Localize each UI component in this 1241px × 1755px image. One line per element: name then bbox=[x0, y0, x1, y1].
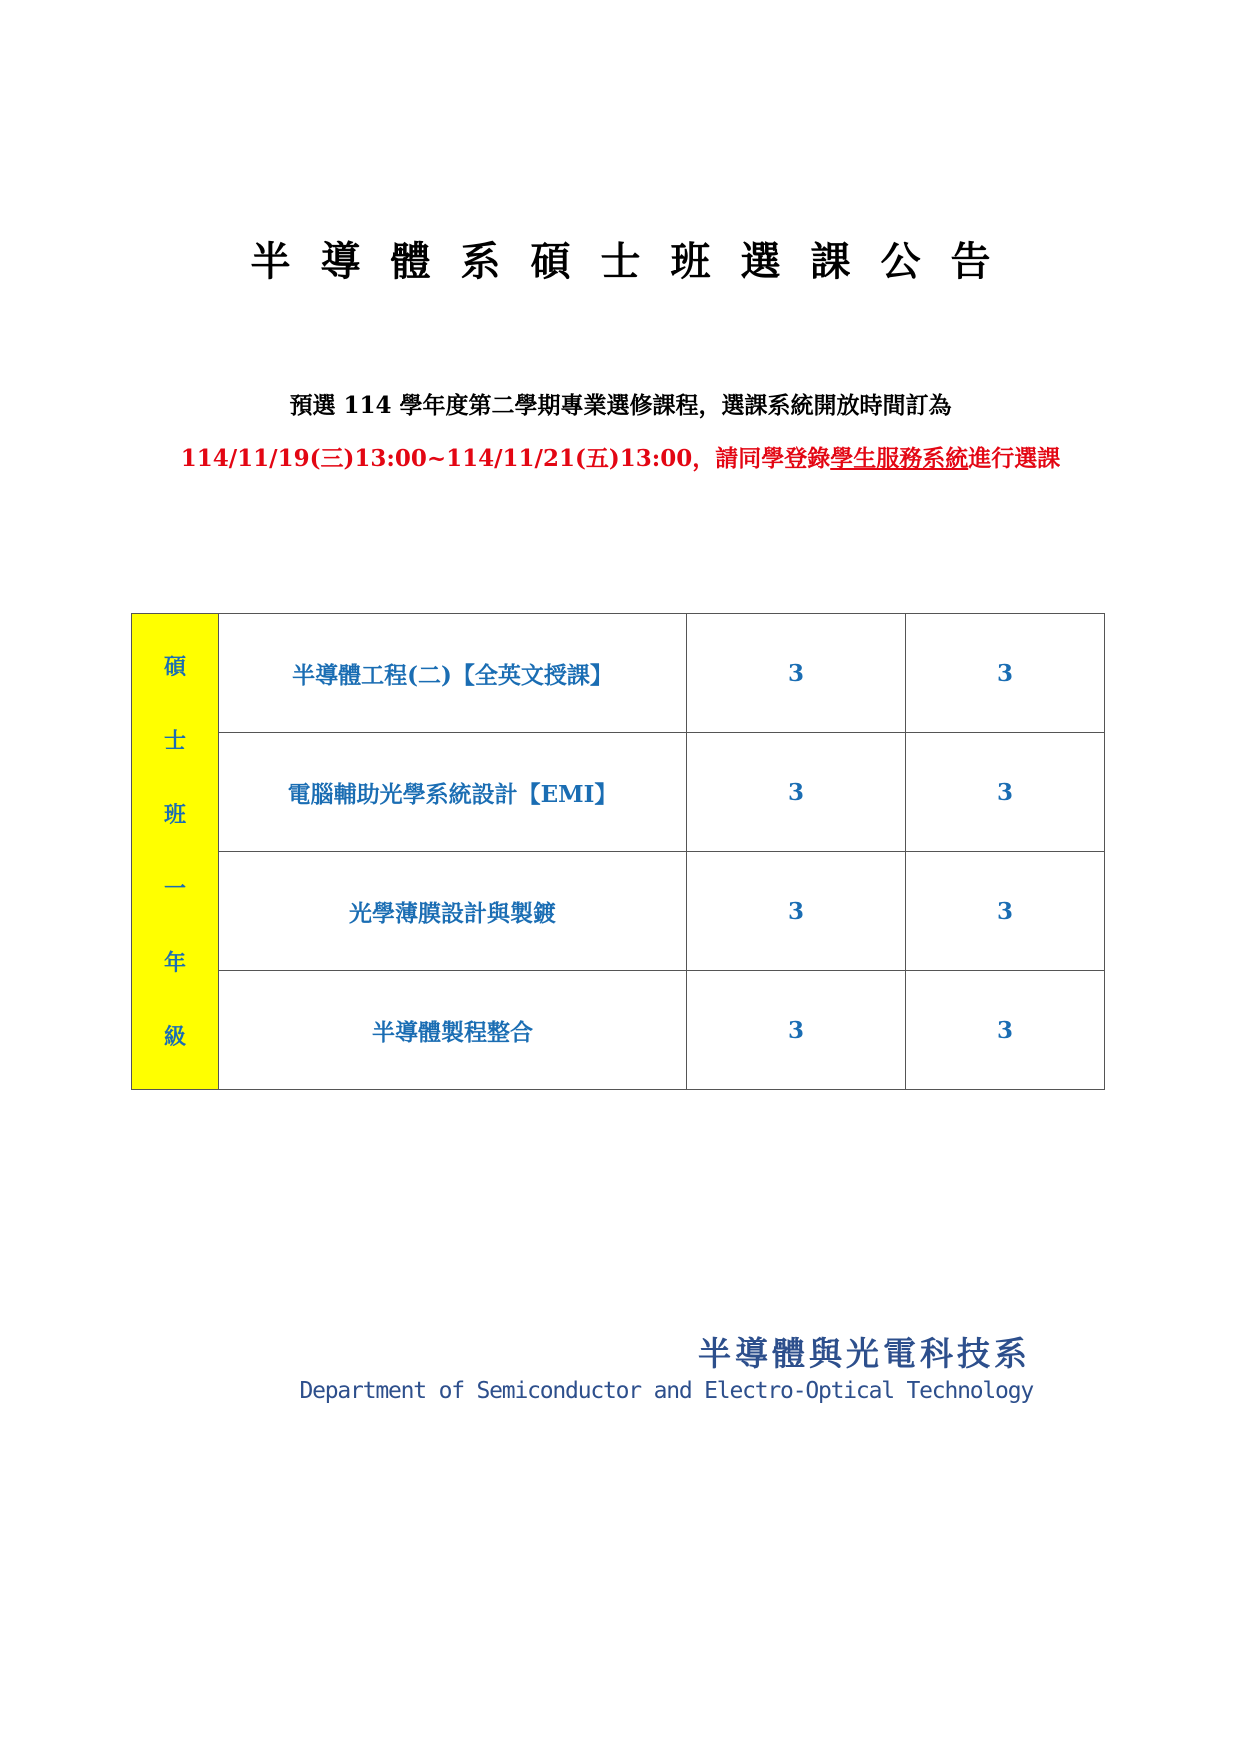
table-row bbox=[132, 852, 1105, 971]
notice-suffix-text: 進行選課 bbox=[968, 445, 1061, 472]
course-value-col3: 3 bbox=[687, 971, 906, 1090]
grade-char: 級 bbox=[163, 1023, 186, 1050]
grade-label-cell bbox=[132, 614, 219, 1090]
grade-char: 一 bbox=[163, 875, 186, 902]
course-value-col3: 3 bbox=[687, 614, 906, 733]
page-title: 半導體系碩士班選課公告 bbox=[250, 238, 1021, 285]
table-row bbox=[132, 971, 1105, 1090]
grade-char: 班 bbox=[163, 801, 186, 828]
course-name: 半導體工程(二)【全英文授課】 bbox=[219, 614, 687, 733]
notice-line-1: 預選 114 學年度第二學期專業選修課程，選課系統開放時間訂為 bbox=[289, 392, 952, 419]
course-value-col4: 3 bbox=[906, 733, 1105, 852]
grade-char: 士 bbox=[163, 727, 186, 754]
table-row bbox=[132, 614, 1105, 733]
course-value-col4: 3 bbox=[906, 971, 1105, 1090]
course-value-col3: 3 bbox=[687, 733, 906, 852]
department-name-en: Department of Semiconductor and Electro-Optical Technology bbox=[299, 1378, 1033, 1404]
notice-schedule-text: 114/11/19(三)13:00~114/11/21(五)13:00，請同學登錄 bbox=[180, 445, 831, 472]
course-name: 半導體製程整合 bbox=[219, 971, 687, 1090]
course-name: 光學薄膜設計與製鍍 bbox=[219, 852, 687, 971]
department-name-cn: 半導體與光電科技系 bbox=[698, 1334, 1031, 1373]
grade-char: 碩 bbox=[163, 653, 186, 680]
notice-line-2 bbox=[0, 441, 1241, 477]
student-service-system-link[interactable]: 學生服務系統 bbox=[830, 445, 969, 472]
course-value-col4: 3 bbox=[906, 614, 1105, 733]
course-table bbox=[131, 613, 1105, 1090]
course-name: 電腦輔助光學系統設計【EMI】 bbox=[219, 733, 687, 852]
grade-char: 年 bbox=[163, 949, 186, 976]
table-row bbox=[132, 733, 1105, 852]
course-value-col3: 3 bbox=[687, 852, 906, 971]
course-value-col4: 3 bbox=[906, 852, 1105, 971]
